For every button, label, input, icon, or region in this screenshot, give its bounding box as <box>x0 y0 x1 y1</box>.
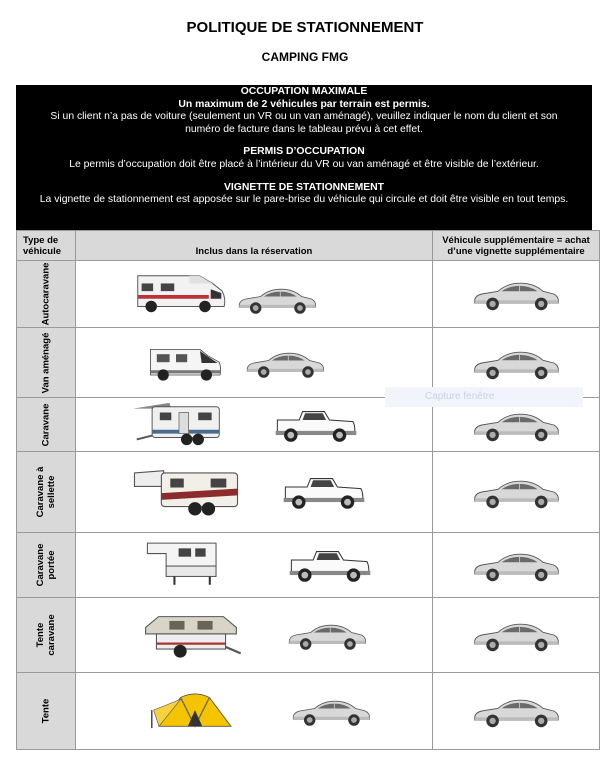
car-image <box>471 617 561 653</box>
table-row <box>17 598 600 673</box>
vehicle-type-label: Caravane <box>40 403 52 446</box>
car-image <box>471 345 561 381</box>
included-cell <box>76 398 433 452</box>
permit-text: Le permis d’occupation doit être placé à l’intérieur du VR ou van aménagé et être visible de l’extérieur. <box>69 158 539 170</box>
tent-trailer-image <box>136 608 246 662</box>
car-image <box>471 693 561 729</box>
header-extra-vehicle <box>433 231 600 261</box>
permit-heading: PERMIS D’OCCUPATION <box>243 146 365 158</box>
sticker-text: La vignette de stationnement est apposée sur le pare-brise du véhicule qui circule et doit être visible en tout temps. <box>39 194 569 206</box>
included-cell <box>76 261 433 328</box>
occupation-heading: OCCUPATION MAXIMALE <box>240 86 368 97</box>
extra-vehicle-cell <box>433 673 600 750</box>
vehicle-type-cell <box>17 533 76 598</box>
included-cell <box>76 673 433 750</box>
header-extra-line-1: Véhicule supplémentaire = achat <box>442 234 590 246</box>
vehicle-table <box>16 230 600 750</box>
pickup-truck-image <box>288 545 372 585</box>
car-image <box>471 407 561 443</box>
included-cell <box>76 328 433 398</box>
header-included: Inclus dans la réservation <box>76 231 433 261</box>
occupation-text-line-2: numéro de facture dans le tableau prévu à cet effet. <box>185 123 423 135</box>
document-title: POLITIQUE DE STATIONNEMENT <box>186 19 424 36</box>
extra-vehicle-cell <box>433 598 600 673</box>
header-vehicle-type-line-1: Type de <box>23 234 59 246</box>
car-image <box>236 282 318 316</box>
vehicle-type-cell <box>17 452 76 533</box>
vehicle-type-label: Caravane portée <box>35 543 57 587</box>
tent-image <box>150 685 240 737</box>
fifth-wheel-image <box>124 464 248 520</box>
vehicle-type-cell <box>17 673 76 750</box>
table-row <box>17 261 600 328</box>
vehicle-type-label: Tente <box>40 698 52 724</box>
header-extra-line-2: d’une vignette supplémentaire <box>447 245 585 257</box>
table-row <box>17 673 600 750</box>
car-image <box>471 547 561 583</box>
sticker-heading: VIGNETTE DE STATIONNEMENT <box>223 181 385 193</box>
included-cell <box>76 533 433 598</box>
header-vehicle-type <box>17 231 76 261</box>
vehicle-type-label: Caravane à sellette <box>35 466 57 518</box>
vehicle-type-label: Autocaravane <box>40 262 52 326</box>
vehicle-type-cell <box>17 598 76 673</box>
table-row <box>17 452 600 533</box>
table-row <box>17 533 600 598</box>
included-cell <box>76 598 433 673</box>
extra-vehicle-cell <box>433 533 600 598</box>
included-cell <box>76 452 433 533</box>
car-image <box>286 618 368 652</box>
car-image <box>471 474 561 510</box>
table-header-row <box>17 231 600 261</box>
car-image <box>290 694 372 728</box>
occupation-bold-text: Un maximum de 2 véhicules par terrain est permis. <box>178 98 430 110</box>
header-vehicle-type-line-2: véhicule <box>23 245 62 257</box>
window-capture-ghost-label: Capture fenêtre <box>385 387 583 407</box>
travel-trailer-image <box>124 401 234 449</box>
extra-vehicle-cell <box>433 452 600 533</box>
campground-name: CAMPING FMG <box>261 50 349 64</box>
extra-vehicle-cell <box>433 261 600 328</box>
car-image <box>471 276 561 312</box>
pickup-truck-image <box>274 406 358 444</box>
truck-camper-image <box>134 539 244 591</box>
car-image <box>244 346 326 380</box>
vehicle-type-label: Van aménagé <box>40 332 52 393</box>
vehicle-type-label: Tente caravane <box>35 614 57 656</box>
pickup-truck-image <box>282 472 366 512</box>
rules-box <box>16 85 592 230</box>
motorhome-image <box>132 270 228 318</box>
vehicle-type-cell <box>17 398 76 452</box>
camper-van-image <box>144 339 224 387</box>
vehicle-type-cell <box>17 328 76 398</box>
vehicle-type-cell <box>17 261 76 328</box>
occupation-text-line-1: Si un client n’a pas de voiture (seulement un VR ou un van aménagé), veuillez indiquer le nom du client et son <box>50 111 558 123</box>
